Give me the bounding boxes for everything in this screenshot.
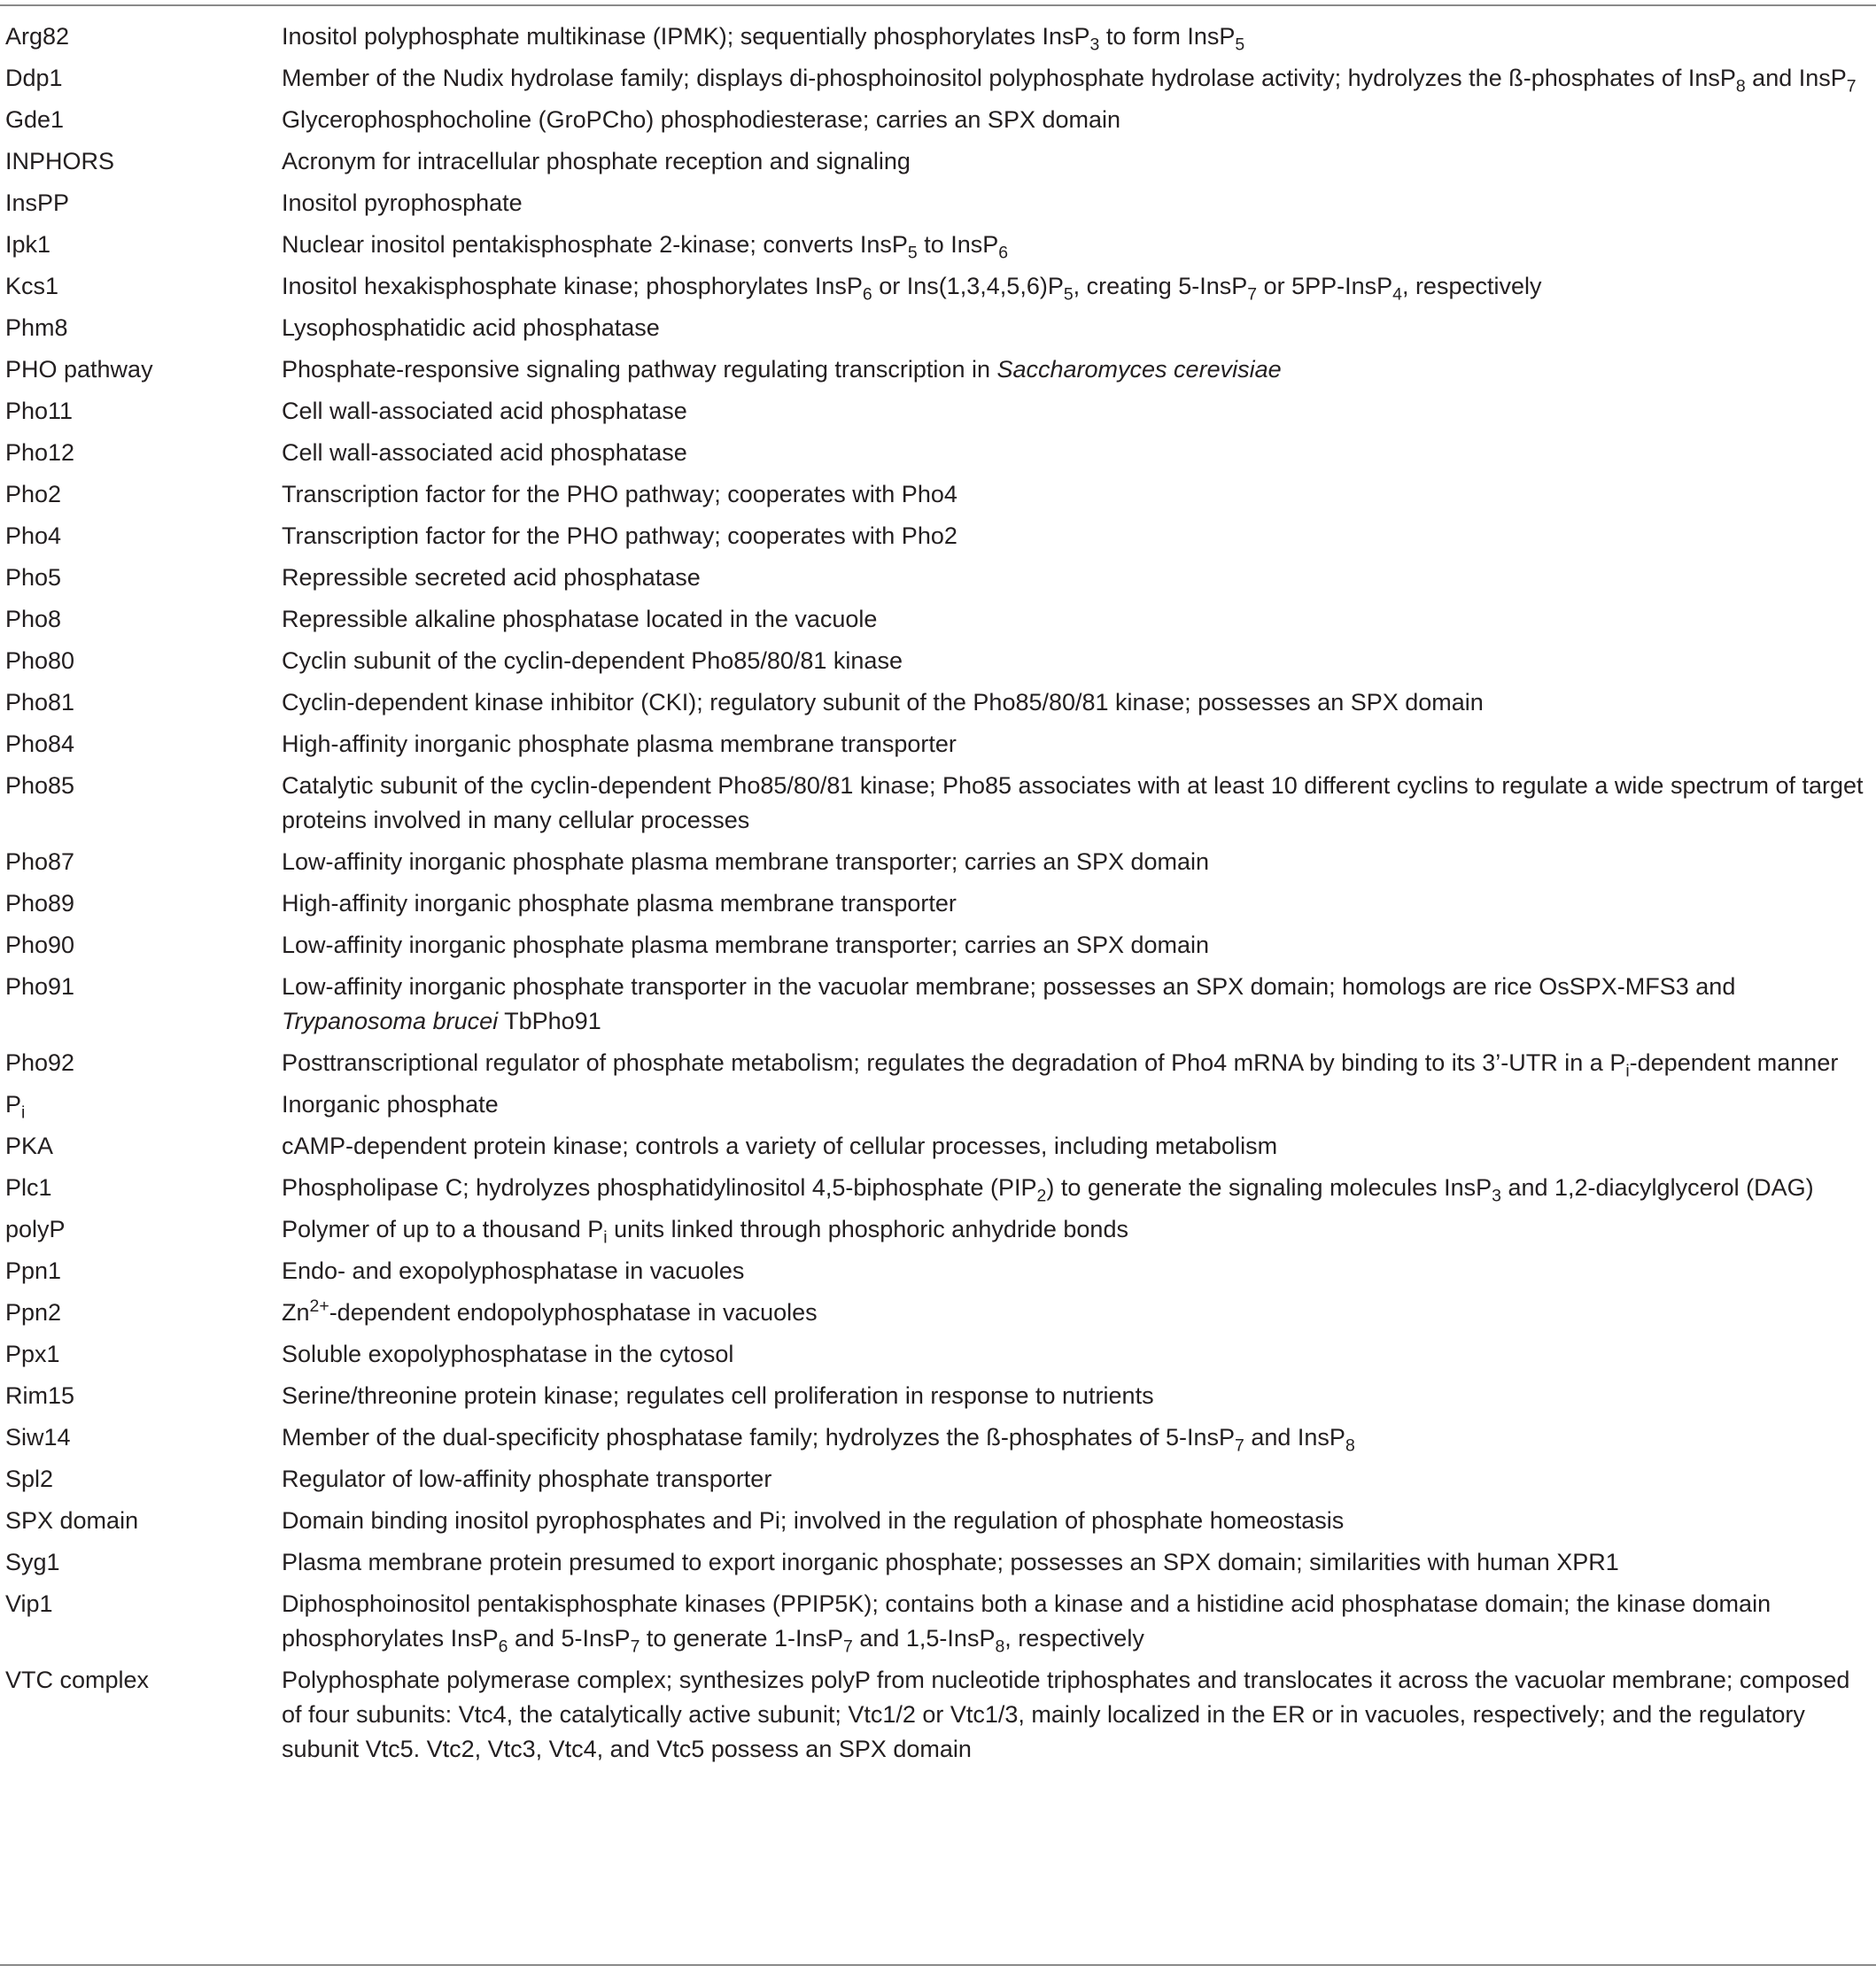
glossary-definition: Soluble exopolyphosphatase in the cytosol [282, 1341, 734, 1367]
glossary-definition: Low-affinity inorganic phosphate plasma membrane transporter; carries an SPX domain [282, 848, 1210, 875]
glossary-definition: Polyphosphate polymerase complex; synthesizes polyP from nucleotide triphosphates and translocates it across the vacuolar membrane; composed of four subunits: Vtc4, the catalytically active subunit; Vtc1/2 or Vtc1/3, mainly localized in the ER or in vacuoles, respectively; and the regulatory subunit Vtc5. Vtc2, Vtc3, Vtc4, and Vtc5 possess an SPX domain [282, 1667, 1850, 1762]
glossary-term: Pho85 [5, 772, 75, 799]
glossary-term: Siw14 [5, 1424, 71, 1451]
table-row [0, 1046, 1876, 1087]
table-row [0, 186, 1876, 228]
glossary-definition: Low-affinity inorganic phosphate plasma membrane transporter; carries an SPX domain [282, 932, 1210, 958]
glossary-term: Pho4 [5, 522, 62, 549]
glossary-definition: Cyclin subunit of the cyclin-dependent Pho85/80/81 kinase [282, 647, 903, 674]
table-row [0, 477, 1876, 519]
glossary-term: polyP [5, 1216, 66, 1242]
glossary-term: Kcs1 [5, 273, 59, 299]
glossary-definition: Repressible secreted acid phosphatase [282, 564, 701, 591]
glossary-definition: Cell wall-associated acid phosphatase [282, 398, 687, 424]
glossary-term: Ddp1 [5, 65, 63, 91]
table-row [0, 144, 1876, 186]
table-row [0, 769, 1876, 845]
glossary-term: PKA [5, 1133, 54, 1159]
table-row [0, 19, 1876, 61]
table-row [0, 928, 1876, 970]
glossary-definition: Polymer of up to a thousand $P_i$ units linked through phosphoric anhydride bonds [282, 1216, 1128, 1248]
table-row [0, 352, 1876, 394]
table-row [0, 1462, 1876, 1504]
glossary-term: InsPP [5, 190, 70, 216]
glossary-term: Pho81 [5, 689, 75, 716]
glossary-definition: Repressible alkaline phosphatase located in the vacuole [282, 606, 878, 632]
table-row [0, 1663, 1876, 1774]
table-row [0, 1587, 1876, 1663]
glossary-definition: Serine/threonine protein kinase; regulates cell proliferation in response to nutrients [282, 1382, 1154, 1409]
table-row [0, 1545, 1876, 1587]
glossary-definition: Cell wall-associated acid phosphatase [282, 439, 687, 466]
table-row [0, 269, 1876, 311]
table-row [0, 1129, 1876, 1171]
glossary-term: Syg1 [5, 1549, 60, 1575]
table-row [0, 228, 1876, 269]
glossary-term: Arg82 [5, 23, 70, 50]
glossary-term: Pho12 [5, 439, 75, 466]
table-row [0, 394, 1876, 436]
glossary-definition: Domain binding inositol pyrophosphates and Pi; involved in the regulation of phosphate homeostasis [282, 1507, 1345, 1534]
glossary-term: Ppn1 [5, 1257, 62, 1284]
glossary-term: Pho84 [5, 731, 75, 757]
table-row [0, 1379, 1876, 1420]
glossary-term: Pho2 [5, 481, 62, 507]
glossary-definition: Inositol polyphosphate multikinase (IPMK); sequentially phosphorylates InsP$_3$ to form InsP$_5$ [282, 23, 1245, 55]
glossary-definition: Regulator of low-affinity phosphate transporter [282, 1466, 772, 1492]
table-row [0, 845, 1876, 886]
glossary-definition: Catalytic subunit of the cyclin-dependent Pho85/80/81 kinase; Pho85 associates with at least 10 different cyclins to regulate a wide spectrum of target proteins involved in many cellular processes [282, 772, 1864, 833]
table-row [0, 685, 1876, 727]
table-row [0, 970, 1876, 1046]
glossary-definition: Posttranscriptional regulator of phosphate metabolism; regulates the degradation of Pho4 mRNA by binding to its 3’-UTR in a $P_i$-dependent manner [282, 1049, 1839, 1081]
table-row [0, 311, 1876, 352]
table-row [0, 602, 1876, 644]
glossary-definition: Member of the Nudix hydrolase family; displays di-phosphoinositol polyphosphate hydrolase activity; hydrolyzes the ß-phosphates of InsP$_8$ and InsP$_7$ [282, 65, 1857, 97]
glossary-term: PHO pathway [5, 356, 153, 383]
glossary-definition: Nuclear inositol pentakisphosphate 2-kinase; converts InsP$_5$ to InsP$_6$ [282, 231, 1009, 263]
glossary-definition: Inositol pyrophosphate [282, 190, 523, 216]
glossary-term: Pho90 [5, 932, 75, 958]
table-row [0, 561, 1876, 602]
glossary-term: Pho87 [5, 848, 75, 875]
glossary-definition: Phosphate-responsive signaling pathway regulating transcription in Saccharomyces cerevisiae [282, 356, 1282, 383]
table-row [0, 61, 1876, 103]
top-rule [0, 4, 1876, 6]
glossary-definition: Diphosphoinositol pentakisphosphate kinases (PPIP5K); contains both a kinase and a histidine acid phosphatase domain; the kinase domain phosphorylates InsP$_6$ and 5-InsP$_7$ to generate 1-InsP$_7$ and 1,5-InsP$_8$, respectively [282, 1590, 1771, 1657]
glossary-definition: Plasma membrane protein presumed to export inorganic phosphate; possesses an SPX domain; similarities with human XPR1 [282, 1549, 1619, 1575]
glossary-definition: Glycerophosphocholine (GroPCho) phosphodiesterase; carries an SPX domain [282, 106, 1121, 133]
glossary-term: Pho8 [5, 606, 62, 632]
table-row [0, 1296, 1876, 1337]
table-row [0, 1212, 1876, 1254]
table-row [0, 103, 1876, 144]
glossary-definition: cAMP-dependent protein kinase; controls a variety of cellular processes, including metabolism [282, 1133, 1278, 1159]
table-row [0, 1420, 1876, 1462]
glossary-definition: Endo- and exopolyphosphatase in vacuoles [282, 1257, 745, 1284]
glossary-definition: Cyclin-dependent kinase inhibitor (CKI); regulatory subunit of the Pho85/80/81 kinase; possesses an SPX domain [282, 689, 1484, 716]
glossary-term: Pho91 [5, 973, 75, 1000]
glossary-term: Ppn2 [5, 1299, 62, 1326]
glossary-definition: High-affinity inorganic phosphate plasma membrane transporter [282, 731, 957, 757]
bottom-rule [0, 1964, 1876, 1966]
glossary-term: Spl2 [5, 1466, 54, 1492]
glossary-definition: Lysophosphatidic acid phosphatase [282, 314, 660, 341]
glossary-definition: Phospholipase C; hydrolyzes phosphatidylinositol 4,5-biphosphate $(PIP_2)$ to generate the signaling molecules InsP$_3$ and 1,2-diacylglycerol (DAG) [282, 1174, 1814, 1206]
glossary-term: Pho89 [5, 890, 75, 917]
table-row [0, 886, 1876, 928]
glossary-term: Pho11 [5, 398, 74, 424]
glossary-body [0, 19, 1876, 1774]
glossary-table [0, 19, 1876, 1774]
glossary-term: INPHORS [5, 148, 115, 174]
glossary-definition: Member of the dual-specificity phosphatase family; hydrolyzes the ß-phosphates of 5-InsP$_7$ and InsP$_8$ [282, 1424, 1355, 1456]
glossary-term: Plc1 [5, 1174, 52, 1201]
glossary-term: VTC complex [5, 1667, 150, 1693]
glossary-definition: High-affinity inorganic phosphate plasma membrane transporter [282, 890, 957, 917]
glossary-term: Gde1 [5, 106, 65, 133]
glossary-term: Pho5 [5, 564, 62, 591]
table-row [0, 1337, 1876, 1379]
table-row [0, 1254, 1876, 1296]
glossary-definition: Acronym for intracellular phosphate reception and signaling [282, 148, 911, 174]
glossary-definition: Inositol hexakisphosphate kinase; phosphorylates InsP$_6$ or $Ins(1,3,4,5,6)P_5$, creating 5-InsP$_7$ or 5PP-InsP$_4$, respectively [282, 273, 1542, 305]
glossary-term: Vip1 [5, 1590, 53, 1617]
glossary-term: Phm8 [5, 314, 68, 341]
glossary-term: $P_i$ [5, 1091, 26, 1123]
table-row [0, 1087, 1876, 1129]
table-row [0, 1504, 1876, 1545]
table-row [0, 727, 1876, 769]
glossary-term: Ipk1 [5, 231, 51, 258]
table-row [0, 1171, 1876, 1212]
table-row [0, 436, 1876, 477]
glossary-definition: Inorganic phosphate [282, 1091, 499, 1118]
glossary-term: Pho80 [5, 647, 75, 674]
glossary-term: Rim15 [5, 1382, 75, 1409]
glossary-definition: Low-affinity inorganic phosphate transporter in the vacuolar membrane; possesses an SPX domain; homologs are rice OsSPX-MFS3 and Trypanosoma brucei TbPho91 [282, 973, 1736, 1034]
table-row [0, 644, 1876, 685]
glossary-term: SPX domain [5, 1507, 139, 1534]
glossary-definition: Transcription factor for the PHO pathway; cooperates with Pho4 [282, 481, 957, 507]
glossary-definition: $Zn^{2+}$-dependent endopolyphosphatase in vacuoles [282, 1296, 818, 1326]
glossary-term: Ppx1 [5, 1341, 60, 1367]
table-row [0, 519, 1876, 561]
glossary-definition: Transcription factor for the PHO pathway; cooperates with Pho2 [282, 522, 957, 549]
glossary-term: Pho92 [5, 1049, 75, 1076]
